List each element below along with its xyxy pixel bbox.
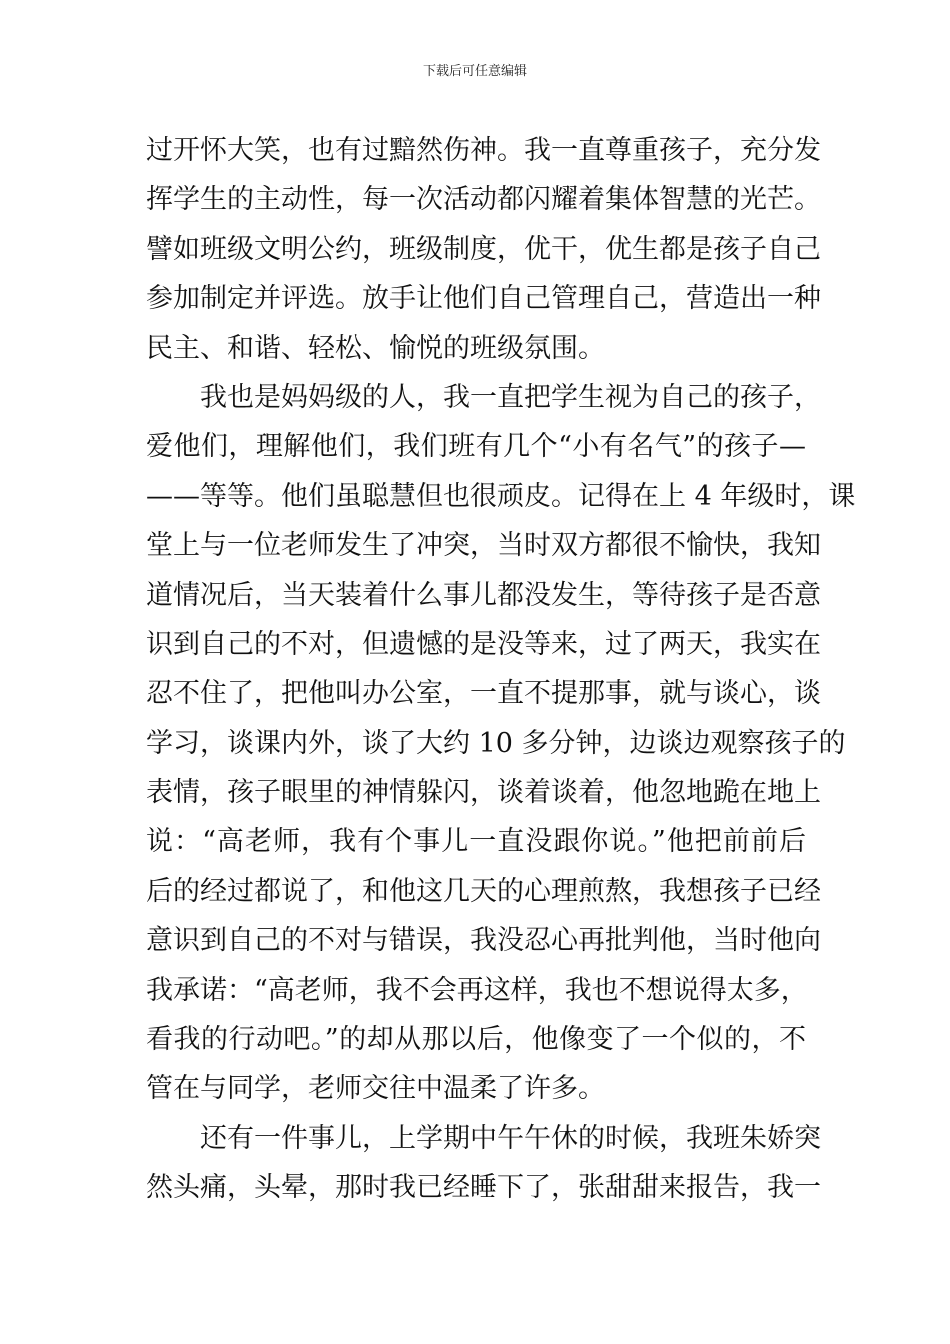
text-line: 然头痛，头晕，那时我已经睡下了，张甜甜来报告，我一 <box>146 1172 821 1204</box>
text-line: 识到自己的不对，但遗憾的是没等来，过了两天，我实在 <box>146 628 821 660</box>
text-line: ——等等。他们虽聪慧但也很顽皮。记得在上 4 年级时，课 <box>146 480 856 512</box>
text-line: 堂上与一位老师发生了冲突，当时双方都很不愉快，我知 <box>146 530 821 562</box>
text-line: 挥学生的主动性，每一次活动都闪耀着集体智慧的光芒。 <box>146 184 821 216</box>
text-line: 看我的行动吧。”的却从那以后，他像变了一个似的，不 <box>146 1024 806 1056</box>
text-line: 我承诺：“高老师，我不会再这样，我也不想说得太多， <box>146 974 808 1006</box>
text-line: 忍不住了，把他叫办公室，一直不提那事，就与谈心，谈 <box>146 678 821 710</box>
text-line: 譬如班级文明公约，班级制度，优干，优生都是孩子自己 <box>146 233 821 265</box>
paragraph-start-line: 我也是妈妈级的人，我一直把学生视为自己的孩子， <box>200 381 821 413</box>
text-line: 意识到自己的不对与错误，我没忍心再批判他，当时他向 <box>146 925 821 957</box>
body-text <box>146 126 856 1213</box>
text-line: 爱他们，理解他们，我们班有几个“小有名气”的孩子— <box>146 431 806 463</box>
text-line: 表情，孩子眼里的神情躲闪，谈着谈着，他忽地跪在地上 <box>146 777 821 809</box>
text-line: 道情况后，当天装着什么事儿都没发生，等待孩子是否意 <box>146 579 821 611</box>
text-line: 民主、和谐、轻松、愉悦的班级氛围。 <box>146 332 605 364</box>
text-line: 学习，谈课内外，谈了大约 10 多分钟，边谈边观察孩子的 <box>146 727 846 759</box>
text-line: 过开怀大笑，也有过黯然伤神。我一直尊重孩子，充分发 <box>146 135 821 166</box>
text-line: 后的经过都说了，和他这几天的心理煎熬，我想孩子已经 <box>146 875 821 907</box>
text-line: 说：“高老师，我有个事儿一直没跟你说。”他把前前后 <box>146 826 806 858</box>
text-line: 管在与同学，老师交往中温柔了许多。 <box>146 1073 605 1105</box>
page-header: 下载后可任意编辑 <box>422 64 527 79</box>
text-line: 参加制定并评选。放手让他们自己管理自己，营造出一种 <box>146 283 821 315</box>
paragraph-start-line: 还有一件事儿，上学期中午午休的时候，我班朱娇突 <box>200 1122 821 1154</box>
